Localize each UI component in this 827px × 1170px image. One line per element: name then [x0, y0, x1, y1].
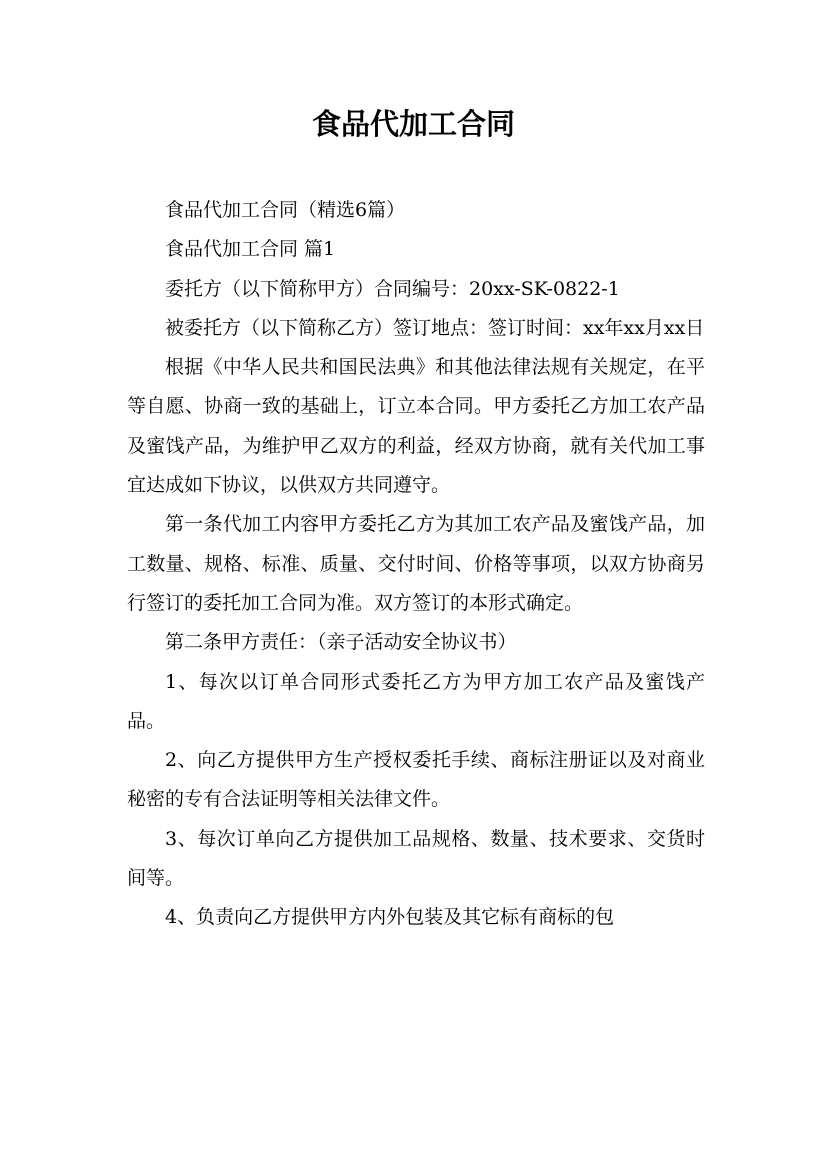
paragraph-subtitle: 食品代加工合同（精选6篇）	[165, 199, 406, 221]
paragraph-item-2: 2、向乙方提供甲方生产授权委托手续、商标注册证以及对商业秘密的专有合法证明等相关法律文件。	[127, 749, 705, 811]
paragraph-article-2: 第二条甲方责任：（亲子活动安全协议书）	[165, 631, 517, 654]
paragraph-item-3: 3、每次订单向乙方提供加工品规格、数量、技术要求、交货时间等。	[127, 827, 705, 890]
document-body	[127, 191, 705, 938]
paragraph-item-4: 4、负责向乙方提供甲方内外包装及其它标有商标的包	[165, 906, 615, 929]
paragraph-article-1: 第一条代加工内容甲方委托乙方为其加工农产品及蜜饯产品，加工数量、规格、标准、质量、交付时间、价格等事项，以双方协商另行签订的委托加工合同为准。双方签订的本形式确定。	[127, 513, 705, 614]
paragraph-preamble: 根据《中华人民共和国民法典》和其他法律法规有关规定，在平等自愿、协商一致的基础上，订立本合同。甲方委托乙方加工农产品及蜜饯产品，为维护甲乙双方的利益，经双方协商，就有关代加工事宜达成如下协议，以供双方共同遵守。	[127, 356, 705, 497]
document-title: 食品代加工合同	[311, 107, 515, 141]
paragraph-party-b: 被委托方（以下简称乙方）签订地点：签订时间：xx年xx月xx日	[165, 316, 705, 339]
paragraph-party-a: 委托方（以下简称甲方）合同编号：20xx-SK-0822-1	[165, 277, 620, 300]
paragraph-item-1: 1、每次以订单合同形式委托乙方为甲方加工农产品及蜜饯产品。	[127, 670, 705, 732]
paragraph-section-heading: 食品代加工合同 篇1	[165, 238, 336, 261]
